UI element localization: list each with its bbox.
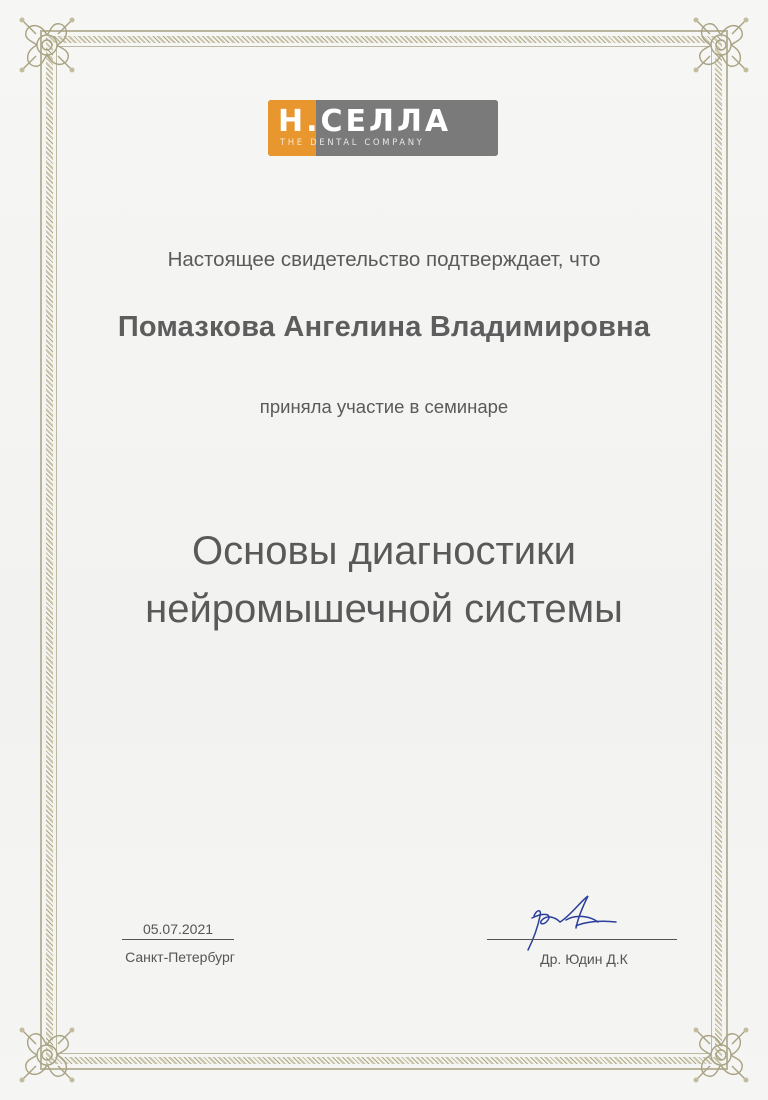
seminar-title bbox=[0, 522, 768, 638]
seminar-title-line-1: Основы диагностики bbox=[192, 529, 576, 573]
participation-statement: приняла участие в семинаре bbox=[259, 396, 509, 417]
corner-ornament-top-right bbox=[688, 12, 754, 78]
corner-ornament-top-left bbox=[14, 12, 80, 78]
signer-name: Др. Юдин Д.К bbox=[540, 951, 628, 967]
certificate-intro: Настоящее свидетельство подтверждает, что bbox=[167, 248, 601, 271]
corner-ornament-bottom-right bbox=[688, 1022, 754, 1088]
logo-wordmark bbox=[268, 104, 498, 139]
logo-tagline-the: THE bbox=[280, 138, 305, 148]
logo-brand-name: СЕЛЛА bbox=[320, 104, 452, 139]
recipient-name: Помазкова Ангелина Владимировна bbox=[117, 311, 651, 343]
issue-date: 05.07.2021 bbox=[122, 921, 234, 940]
logo-brand-prefix: Н. bbox=[278, 104, 321, 139]
logo-tagline-rest: DENTAL COMPANY bbox=[310, 138, 425, 148]
handwritten-signature bbox=[514, 892, 624, 952]
corner-ornament-bottom-left bbox=[14, 1022, 80, 1088]
company-logo bbox=[268, 100, 498, 156]
logo-tagline bbox=[268, 138, 498, 148]
signature-line bbox=[487, 939, 677, 940]
issue-city: Санкт-Петербург bbox=[125, 949, 235, 965]
seminar-title-line-2: нейромышечной системы bbox=[145, 587, 623, 631]
